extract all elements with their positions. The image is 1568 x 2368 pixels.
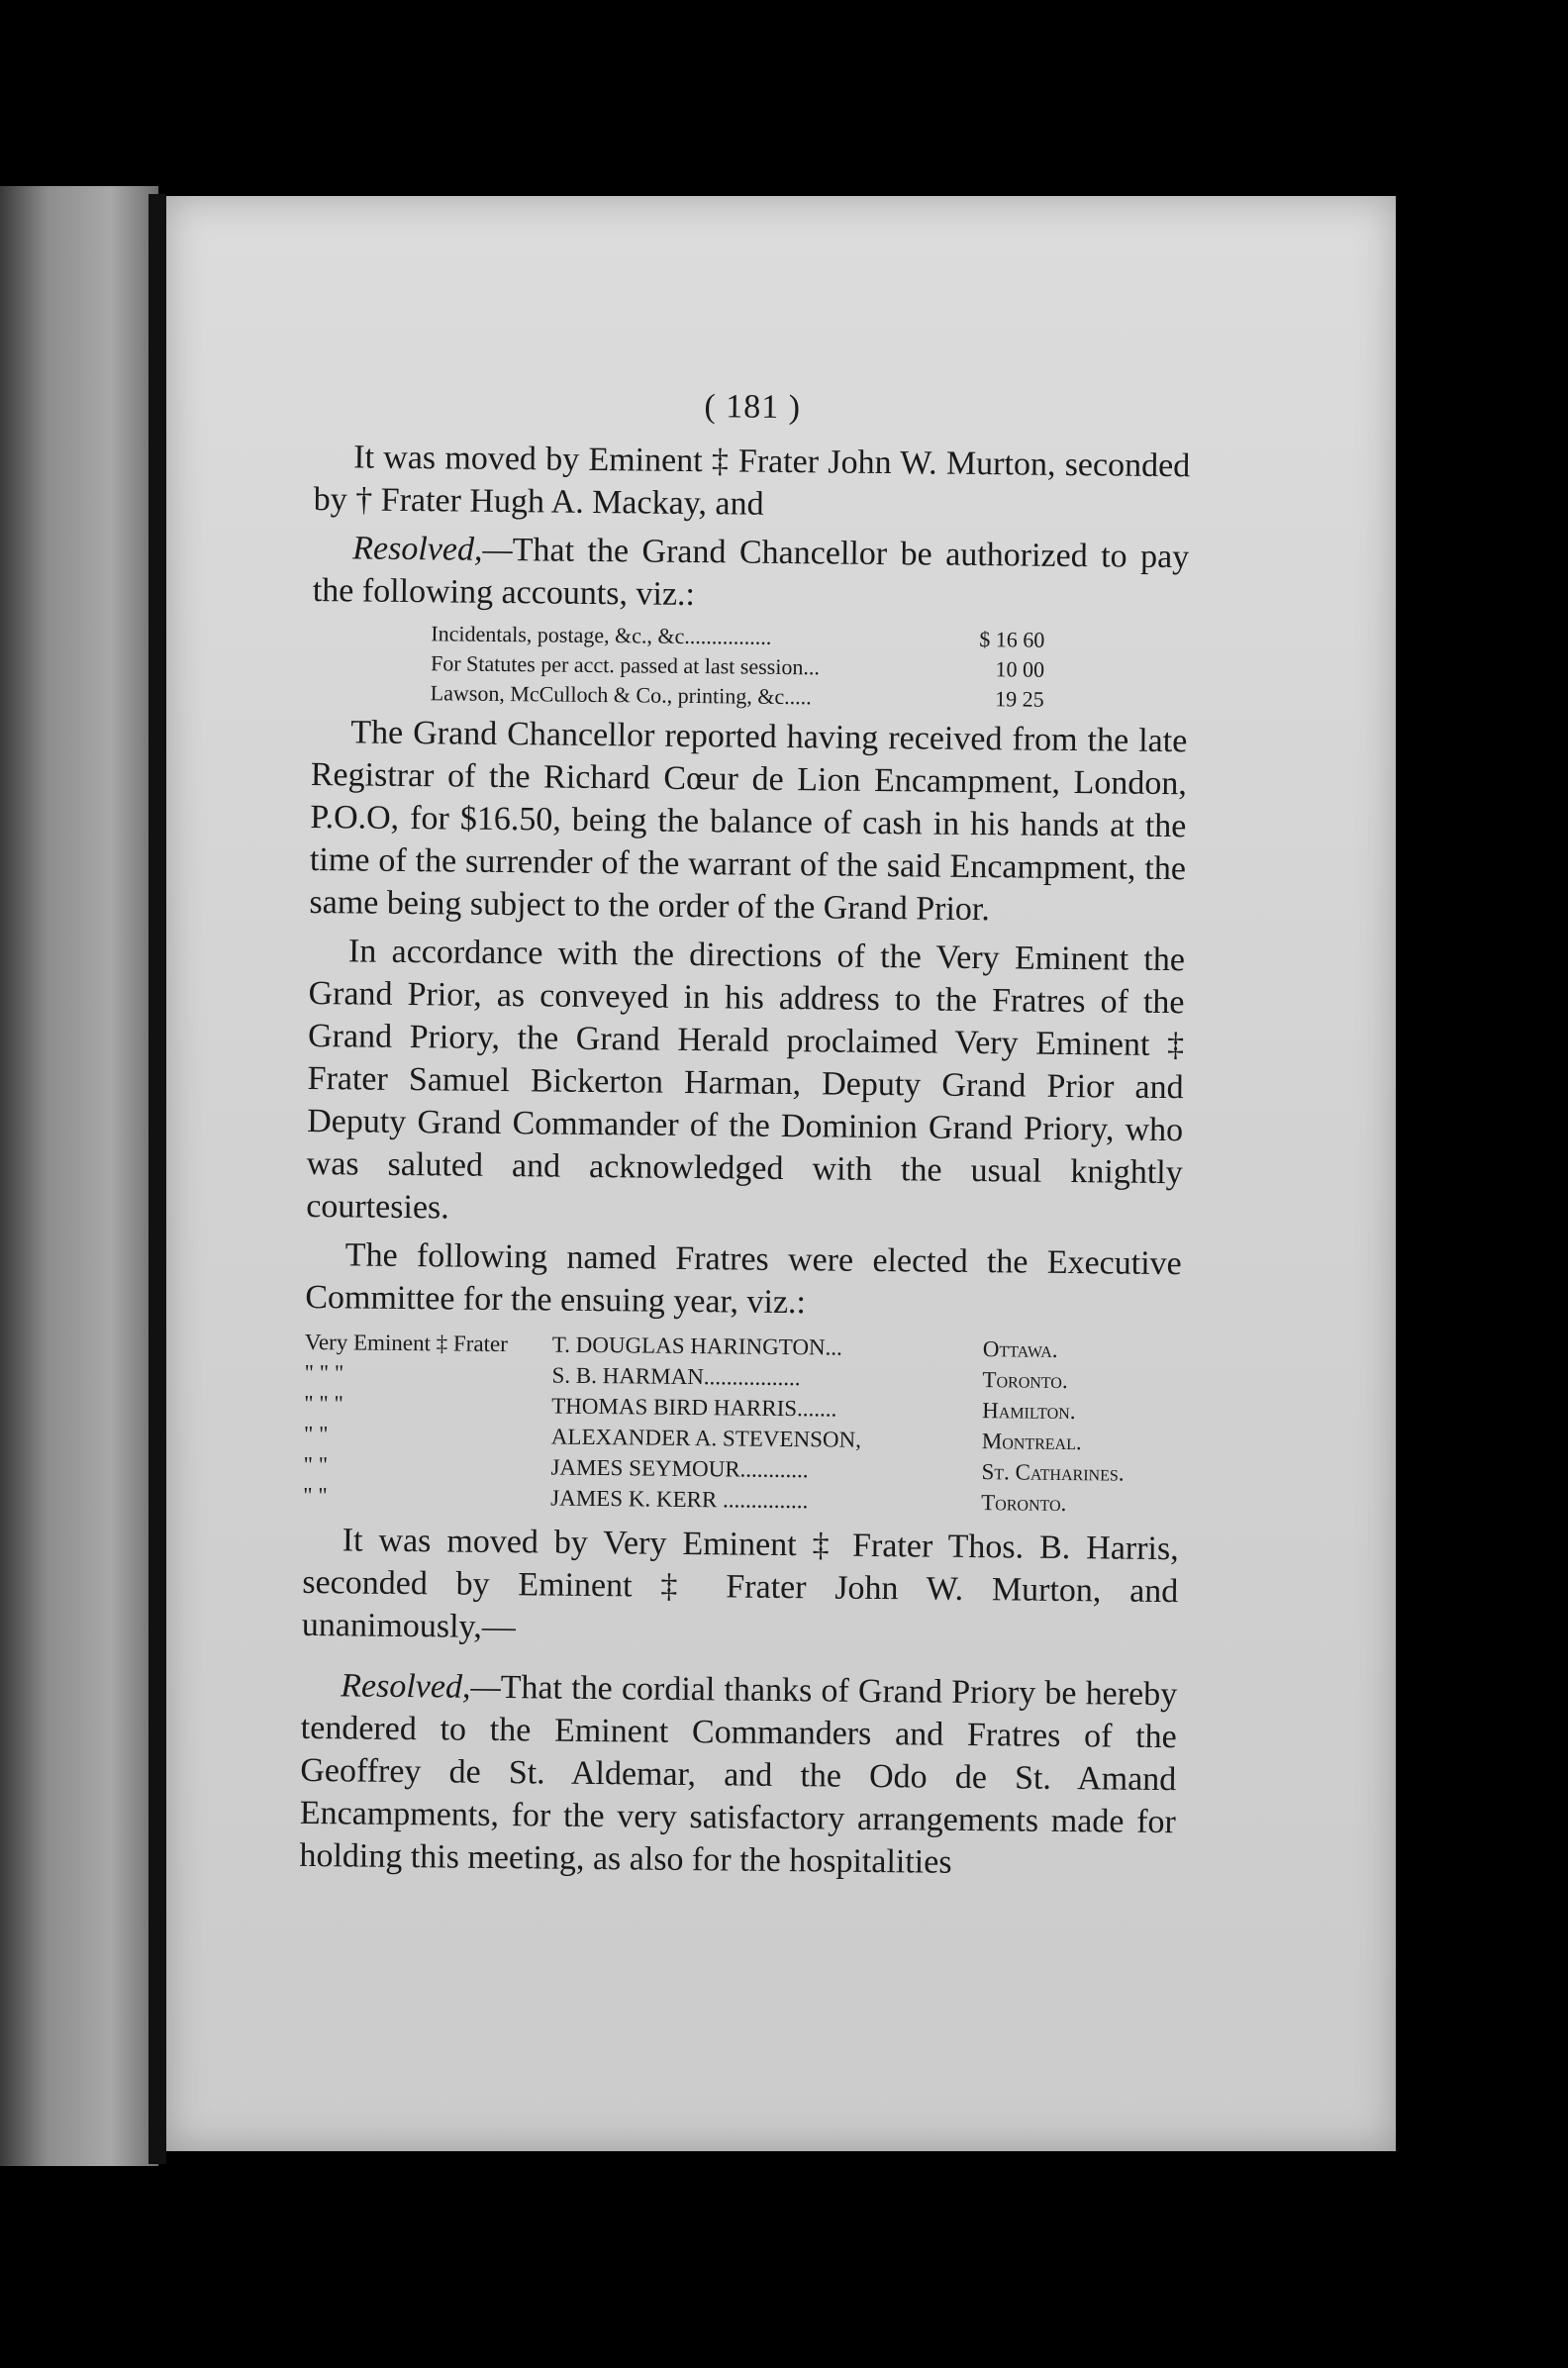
- book-page: [166, 196, 1396, 2151]
- roster-prefix: " ": [303, 1482, 328, 1509]
- roster-name: ALEXANDER A. STEVENSON,: [550, 1424, 862, 1452]
- account-amount: 19 25: [995, 686, 1044, 712]
- paragraph-proclamation: In accordance with the directions of the Very Eminent the Grand Prior, as conveyed in his address to the Fratres of the Grand Priory, the Grand Herald proclaimed Very Eminent ‡ Frater Samuel Bickerton Harman, Deputy Grand Prior and Deputy Grand Commander of the Dominion Grand Priory, who was saluted and acknowledged with the usual knightly courtesies.: [306, 933, 1186, 1227]
- account-amount: $ 16 60: [979, 627, 1045, 652]
- roster-city: Toronto.: [982, 1367, 1068, 1394]
- paragraph-motion-2: It was moved by Very Eminent ‡ Frater Thos. B. Harris, seconded by Eminent ‡ Frater John W. Murton, and unanimously,—: [301, 1522, 1179, 1646]
- roster-name: THOMAS BIRD HARRIS.......: [551, 1393, 837, 1422]
- roster-prefix: " " ": [304, 1359, 344, 1386]
- account-amount: 10 00: [995, 656, 1045, 682]
- roster-name: T. DOUGLAS HARINGTON...: [551, 1332, 843, 1360]
- roster-prefix: " ": [303, 1421, 329, 1447]
- account-item: For Statutes per acct. passed at last session...: [430, 650, 821, 680]
- page-number: ( 181 ): [704, 388, 802, 427]
- paragraph-executive-committee: The following named Fratres were elected the Executive Committee for the ensuing year, viz.:: [305, 1236, 1182, 1322]
- paragraph-chancellor-report: The Grand Chancellor reported having received from the late Registrar of the Richard Cœur de Lion Encampment, London, P.O.O, for $16.50, being the balance of cash in his hands at the time of the surrender of the warrant of the said Encampment, the same being subject to the order of the Grand Prior.: [309, 714, 1188, 929]
- roster-city: Hamilton.: [982, 1398, 1076, 1425]
- roster-city: St. Catharines.: [981, 1459, 1125, 1486]
- roster-name: S. B. HARMAN.................: [551, 1362, 801, 1391]
- roster-city: Toronto.: [981, 1490, 1067, 1517]
- resolved-label: Resolved,—: [352, 530, 513, 569]
- roster-prefix: " ": [303, 1451, 329, 1478]
- accounts-list: [431, 619, 1045, 714]
- resolved-label: Resolved,—: [341, 1667, 501, 1707]
- roster-prefix: Very Eminent ‡ Frater: [304, 1329, 509, 1357]
- roster-city: Ottawa.: [982, 1336, 1058, 1362]
- left-page-edge: [0, 186, 158, 2166]
- page-content: [299, 384, 1191, 1886]
- roster-prefix: " " ": [304, 1390, 344, 1417]
- account-item: Incidentals, postage, &c., &c................: [431, 621, 772, 649]
- account-row: [431, 678, 1044, 714]
- book-gutter: [148, 194, 166, 2164]
- roster-name: JAMES K. KERR ...............: [550, 1485, 809, 1514]
- resolved-2-text: That the cordial thanks of Grand Priory be hereby tendered to the Eminent Commanders and Fratres of the Geoffrey de St. Aldemar, and the Odo de St. Amand Encampments, for the very satisfactory arrangements made for holding this meeting, as also for the hospitalities: [299, 1669, 1178, 1881]
- roster-name: JAMES SEYMOUR............: [550, 1454, 809, 1483]
- executive-roster: [303, 1327, 1181, 1520]
- paragraph-resolved-2: [299, 1664, 1177, 1886]
- resolved-1-text: That the Grand Chancellor be authorized to pay the following accounts, viz.:: [312, 532, 1190, 614]
- paragraph-resolved-1: [313, 527, 1190, 621]
- paragraph-motion-1: It was moved by Eminent ‡ Frater John W. Murton, seconded by † Frater Hugh A. Mackay, and: [313, 439, 1191, 523]
- account-item: Lawson, McCulloch & Co., printing, &c.....: [430, 680, 812, 710]
- roster-city: Montreal.: [981, 1429, 1082, 1455]
